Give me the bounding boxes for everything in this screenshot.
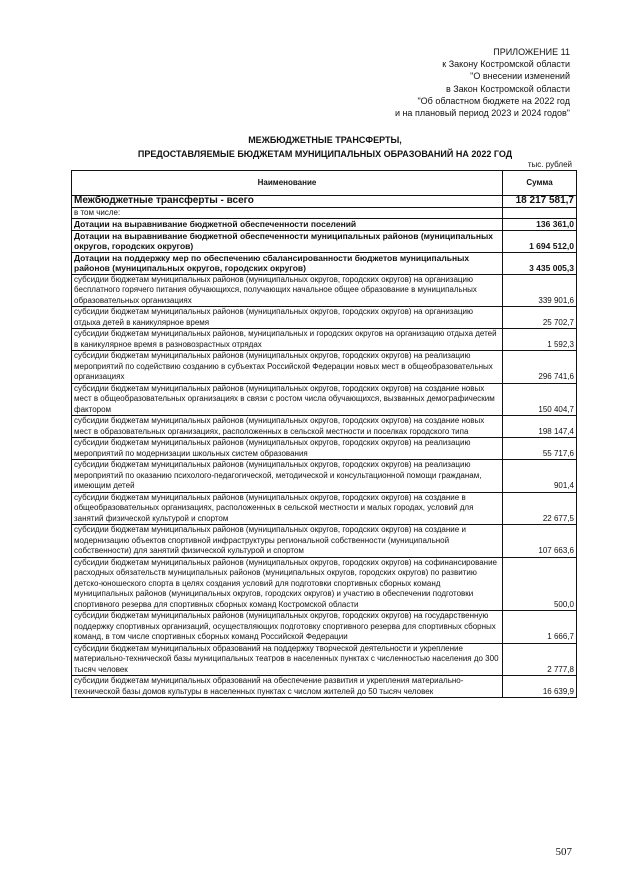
table-row	[72, 676, 577, 698]
row-name: субсидии бюджетам муниципальных районов, муниципальных и городских округов на организацию отдыха детей в каникулярное время в разновозрастных отрядах	[72, 329, 503, 351]
title-line: МЕЖБЮДЖЕТНЫЕ ТРАНСФЕРТЫ,	[248, 135, 402, 145]
table-row	[72, 274, 577, 307]
row-name: субсидии бюджетам муниципальных районов (муниципальных округов, городских округов) на реализацию мероприятий по содействию созданию в субъектах Российской Федерации новых мест в общеобразовательных организациях	[72, 351, 503, 384]
row-name: Дотации на выравнивание бюджетной обеспеченности муниципальных районов (муниципальных округов, городских округов)	[72, 230, 503, 252]
appendix-line: "Об областном бюджете на 2022 год	[417, 95, 570, 106]
table-row	[72, 525, 577, 558]
document-title	[0, 133, 640, 161]
table-row	[72, 207, 577, 219]
appendix-line: в Закон Костромской области	[445, 83, 570, 94]
units-label: тыс. рублей	[527, 160, 572, 169]
row-amount	[503, 207, 577, 219]
header-amount: Сумма	[503, 171, 577, 196]
table-row	[72, 196, 577, 208]
row-amount: 2 777,8	[503, 643, 577, 676]
row-amount: 3 435 005,3	[503, 252, 577, 274]
row-name: субсидии бюджетам муниципальных районов (муниципальных округов, городских округов) на создание в общеобразовательных организациях, расположенных в сельской местности и малых городах, условий для занятий физической культурой и спортом	[72, 492, 503, 525]
row-amount: 901,4	[503, 460, 577, 493]
header-name: Наименование	[72, 171, 503, 196]
table-row	[72, 492, 577, 525]
row-name: в том числе:	[72, 207, 503, 219]
row-name: Дотации на выравнивание бюджетной обеспеченности поселений	[72, 219, 503, 231]
appendix-line: "О внесении изменений	[470, 71, 570, 82]
table-row	[72, 219, 577, 231]
appendix-header	[395, 46, 570, 119]
row-amount: 136 361,0	[503, 219, 577, 231]
transfers-table	[71, 170, 577, 698]
table-row	[72, 557, 577, 611]
row-name: субсидии бюджетам муниципальных районов (муниципальных округов, городских округов) на государственную поддержку спортивных организаций, осуществляющих подготовку спортивного резерва для спортивных сборных команд, в том числе спортивных сборных команд Российской Федерации	[72, 611, 503, 644]
table-row	[72, 383, 577, 416]
table-row	[72, 416, 577, 438]
row-amount: 18 217 581,7	[503, 196, 577, 208]
row-name: субсидии бюджетам муниципальных районов (муниципальных округов, городских округов) на создание новых мест в образовательных организациях, расположенных в сельской местности и поселках городского типа	[72, 416, 503, 438]
row-name: Межбюджетные трансферты - всего	[72, 196, 503, 208]
row-name: субсидии бюджетам муниципальных районов (муниципальных округов, городских округов) на реализацию мероприятий по модернизации школьных систем образования	[72, 438, 503, 460]
row-amount: 296 741,6	[503, 351, 577, 384]
row-amount: 198 147,4	[503, 416, 577, 438]
table-row	[72, 460, 577, 493]
row-amount: 500,0	[503, 557, 577, 611]
row-name: Дотации на поддержку мер по обеспечению сбалансированности бюджетов муниципальных районов (муниципальных округов, городских округов)	[72, 252, 503, 274]
row-name: субсидии бюджетам муниципальных образований на обеспечение развития и укрепления материально-технической базы домов культуры в населенных пунктах с числом жителей до 50 тысяч человек	[72, 676, 503, 698]
row-amount: 55 717,6	[503, 438, 577, 460]
table-header-row	[72, 171, 577, 196]
row-name: субсидии бюджетам муниципальных районов (муниципальных округов, городских округов) на создание и модернизацию объектов спортивной инфраструктуры региональной собственности (муниципальной собственности) для занятий физической культурой и спортом	[72, 525, 503, 558]
row-amount: 339 901,6	[503, 274, 577, 307]
appendix-line: ПРИЛОЖЕНИЕ 11	[493, 47, 570, 57]
row-amount: 1 666,7	[503, 611, 577, 644]
row-amount: 16 639,9	[503, 676, 577, 698]
row-amount: 25 702,7	[503, 307, 577, 329]
row-amount: 1 592,3	[503, 329, 577, 351]
page-number: 507	[555, 846, 572, 858]
row-name: субсидии бюджетам муниципальных образований на поддержку творческой деятельности и укрепление материально-технической базы муниципальных театров в населенных пунктах с численностью населения до 300 тысяч человек	[72, 643, 503, 676]
row-name: субсидии бюджетам муниципальных районов (муниципальных округов, городских округов) на реализацию мероприятий по оказанию психолого-педагогической, методической и консультационной помощи гражданам, имеющим детей	[72, 460, 503, 493]
row-name: субсидии бюджетам муниципальных районов (муниципальных округов, городских округов) на создание новых мест в общеобразовательных организациях в связи с ростом числа обучающихся, вызванных демографическим фактором	[72, 383, 503, 416]
row-name: субсидии бюджетам муниципальных районов (муниципальных округов, городских округов) на организацию бесплатного горячего питания обучающихся, получающих начальное общее образование в муниципальных образовательных организациях	[72, 274, 503, 307]
table-row	[72, 611, 577, 644]
table-row	[72, 252, 577, 274]
row-name: субсидии бюджетам муниципальных районов (муниципальных округов, городских округов) на организацию отдыха детей в каникулярное время	[72, 307, 503, 329]
table-row	[72, 230, 577, 252]
row-amount: 1 694 512,0	[503, 230, 577, 252]
table-row	[72, 329, 577, 351]
row-amount: 107 663,6	[503, 525, 577, 558]
row-amount: 22 677,5	[503, 492, 577, 525]
row-amount: 150 404,7	[503, 383, 577, 416]
appendix-line: к Закону Костромской области	[442, 59, 570, 70]
table-row	[72, 643, 577, 676]
table-row	[72, 307, 577, 329]
row-name: субсидии бюджетам муниципальных районов (муниципальных округов, городских округов) на софинансирование расходных обязательств муниципальных районов (муниципальных округов, городских округов) по развитию детско-юношеского спорта в целях создания условий для подготовки спортивных сборных команд муниципальных районов (муниципальных округов, городских округов) и участию в обеспечении подготовки спортивного резерва для спортивных сборных команд Костромской области	[72, 557, 503, 611]
table-row	[72, 438, 577, 460]
title-line: ПРЕДОСТАВЛЯЕМЫЕ БЮДЖЕТАМ МУНИЦИПАЛЬНЫХ ОБРАЗОВАНИЙ НА 2022 ГОД	[137, 149, 513, 159]
appendix-line: и на плановый период 2023 и 2024 годов"	[394, 108, 570, 119]
table-row	[72, 351, 577, 384]
